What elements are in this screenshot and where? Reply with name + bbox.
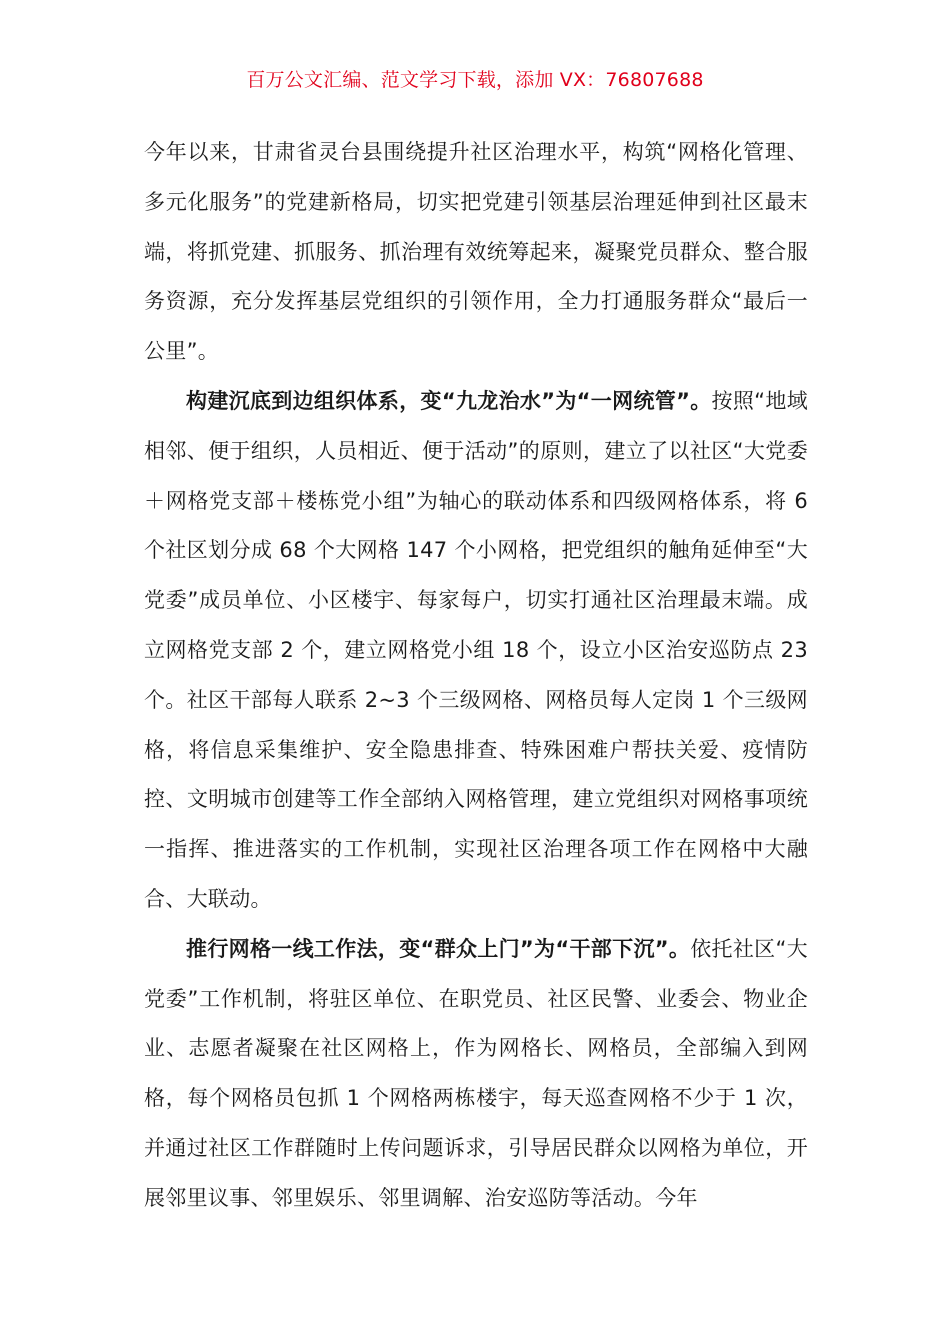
paragraph-lead-heading: 构建沉底到边组织体系，变“九龙治水”为“一网统管”。	[186, 388, 712, 413]
paragraph-text: 按照“地域相邻、便于组织，人员相近、便于活动”的原则，建立了以社区“大党委＋网格党支部＋楼栋党小组”为轴心的联动体系和四级网格体系，将 6 个社区划分成 68 个大网格 147 个小网格，把党组织的触角延伸至“大党委”成员单位、小区楼宇、每家每户，切实打通社区治理最末端。成立网格党支部 2 个，建立网格党小组 18 个，设立小区治安巡防点 23 个。社区干部每人联系 2~3 个三级网格、网格员每人定岗 1 个三级网格，将信息采集维护、安全隐患排查、特殊困难户帮扶关爱、疫情防控、文明城市创建等工作全部纳入网格管理，建立党组织对网格事项统一指挥、推进落实的工作机制，实现社区治理各项工作在网格中大融合、大联动。	[144, 388, 808, 911]
paragraph-lead-heading: 推行网格一线工作法，变“群众上门”为“干部下沉”。	[186, 936, 691, 961]
paragraph-text: 今年以来，甘肃省灵台县围绕提升社区治理水平，构筑“网格化管理、多元化服务”的党建新格局，切实把党建引领基层治理延伸到社区最末端，将抓党建、抓服务、抓治理有效统筹起来，凝聚党员群众、整合服务资源，充分发挥基层党组织的引领作用，全力打通服务群众“最后一公里”。	[144, 140, 808, 364]
document-body	[144, 128, 808, 1224]
paragraph-section-2	[144, 925, 808, 1224]
paragraph-intro	[144, 128, 808, 377]
page-header-watermark: 百万公文汇编、范文学习下载，添加 VX：76807688	[246, 69, 704, 91]
paragraph-section-1	[144, 377, 808, 925]
paragraph-text: 依托社区“大党委”工作机制，将驻区单位、在职党员、社区民警、业委会、物业企业、志愿者凝聚在社区网格上，作为网格长、网格员，全部编入到网格，每个网格员包抓 1 个网格两栋楼宇，每天巡查网格不少于 1 次，并通过社区工作群随时上传问题诉求，引导居民群众以网格为单位，开展邻里议事、邻里娱乐、邻里调解、治安巡防等活动。今年	[144, 936, 808, 1210]
